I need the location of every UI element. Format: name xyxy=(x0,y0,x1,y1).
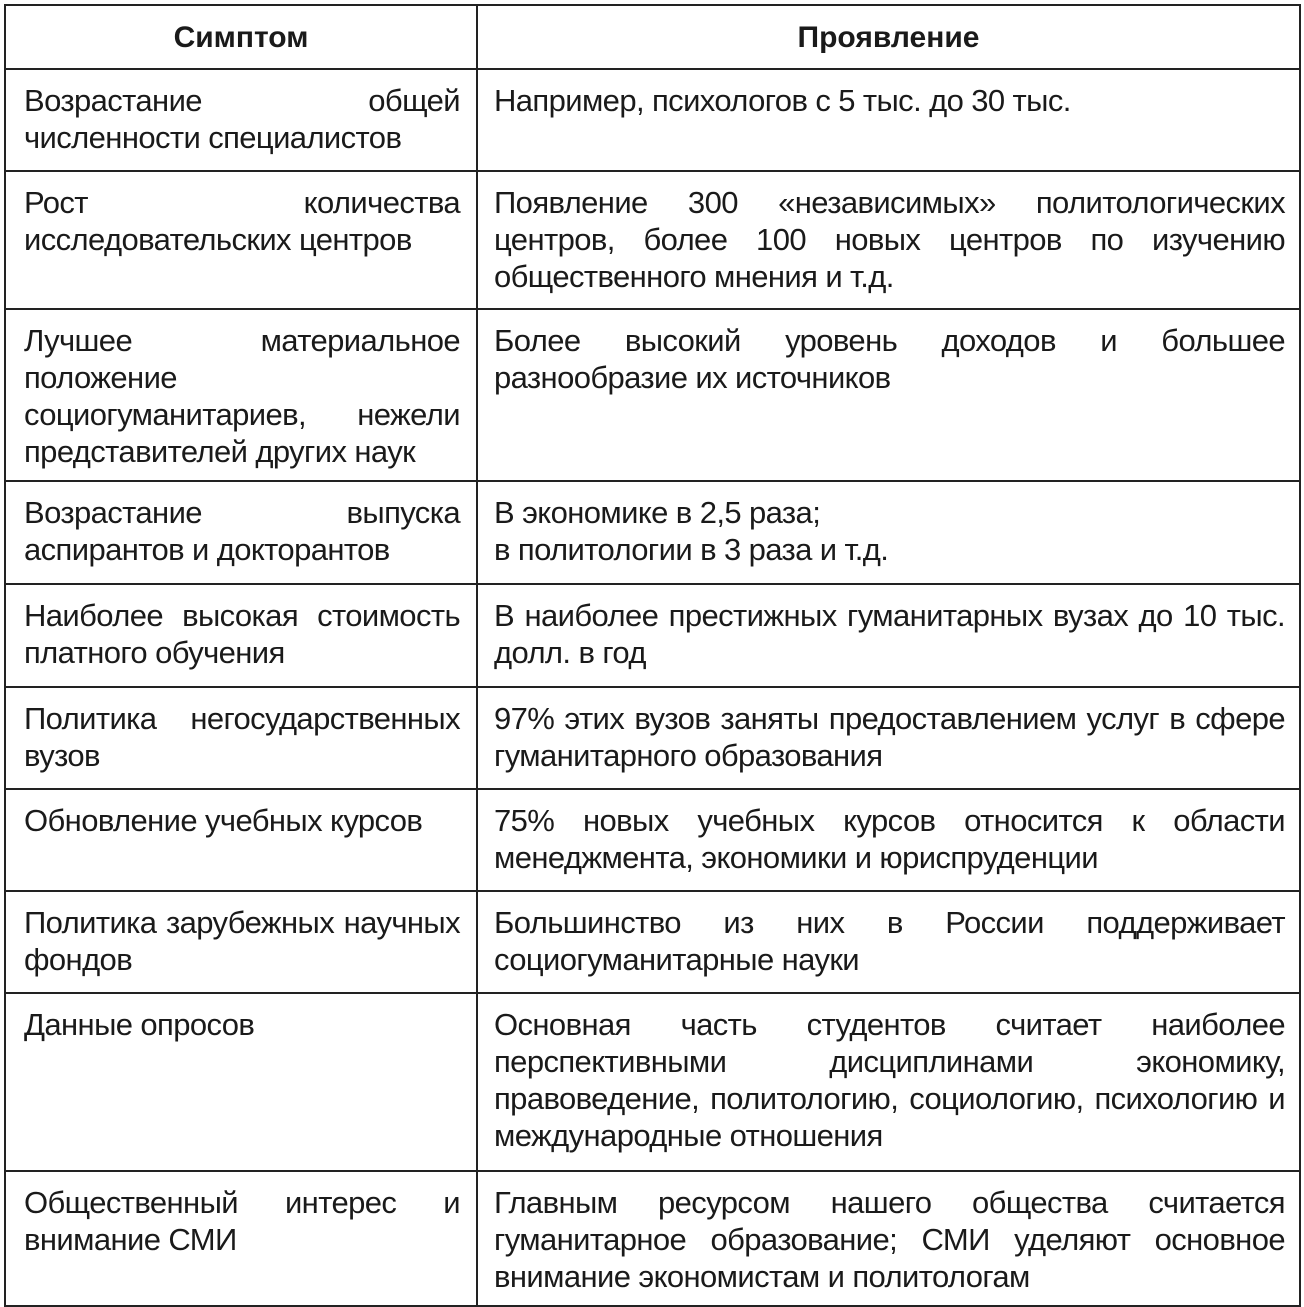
table-row xyxy=(5,789,1300,891)
manifestation-cell: 97% этих вузов заняты предоставлением услуг в сфере гуманитарного образования xyxy=(477,687,1300,789)
manifestation-cell: Появление 300 «независимых» политологических центров, более 100 новых центров по изучению общественного мнения и т.д. xyxy=(477,171,1300,309)
table-header-row xyxy=(5,5,1300,69)
table-row xyxy=(5,891,1300,993)
symptom-cell: Возрастание общей численности специалистов xyxy=(5,69,477,171)
symptom-cell: Политика зарубежных научных фондов xyxy=(5,891,477,993)
manifestation-cell: Более высокий уровень доходов и большее разнообразие их источников xyxy=(477,309,1300,481)
symptom-cell: Данные опросов xyxy=(5,993,477,1171)
manifestation-cell: 75% новых учебных курсов относится к области менеджмента, экономики и юриспруденции xyxy=(477,789,1300,891)
manifestation-cell: Главным ресурсом нашего общества считается гуманитарное образование; СМИ уделяют основное внимание экономистам и политологам xyxy=(477,1171,1300,1306)
table-row xyxy=(5,993,1300,1171)
manifestation-cell: Основная часть студентов считает наиболее перспективными дисциплинами экономику, правоведение, политологию, социологию, психологию и международные отношения xyxy=(477,993,1300,1171)
table-row xyxy=(5,584,1300,687)
table-row xyxy=(5,69,1300,171)
manifestation-cell: Большинство из них в России поддерживает социогуманитарные науки xyxy=(477,891,1300,993)
symptom-cell: Лучшее материальное положение социогуманитариев, нежели представителей других наук xyxy=(5,309,477,481)
symptom-cell: Наиболее высокая стоимость платного обучения xyxy=(5,584,477,687)
table-row xyxy=(5,309,1300,481)
symptom-cell: Политика негосударственных вузов xyxy=(5,687,477,789)
column-header-symptom: Симптом xyxy=(5,5,477,69)
manifestation-cell: Например, психологов с 5 тыс. до 30 тыс. xyxy=(477,69,1300,171)
column-header-manifestation: Проявление xyxy=(477,5,1300,69)
table-row xyxy=(5,481,1300,584)
symptoms-table xyxy=(4,4,1301,1307)
manifestation-cell: В наиболее престижных гуманитарных вузах до 10 тыс. долл. в год xyxy=(477,584,1300,687)
symptom-cell: Общественный интерес и внимание СМИ xyxy=(5,1171,477,1306)
table-row xyxy=(5,171,1300,309)
symptom-cell: Обновление учебных курсов xyxy=(5,789,477,891)
table-row xyxy=(5,1171,1300,1306)
symptom-cell: Рост количества исследовательских центров xyxy=(5,171,477,309)
symptom-cell: Возрастание выпуска аспирантов и докторантов xyxy=(5,481,477,584)
manifestation-cell: В экономике в 2,5 раза; в политологии в 3 раза и т.д. xyxy=(477,481,1300,584)
symptoms-table-container xyxy=(4,4,1299,1294)
table-row xyxy=(5,687,1300,789)
